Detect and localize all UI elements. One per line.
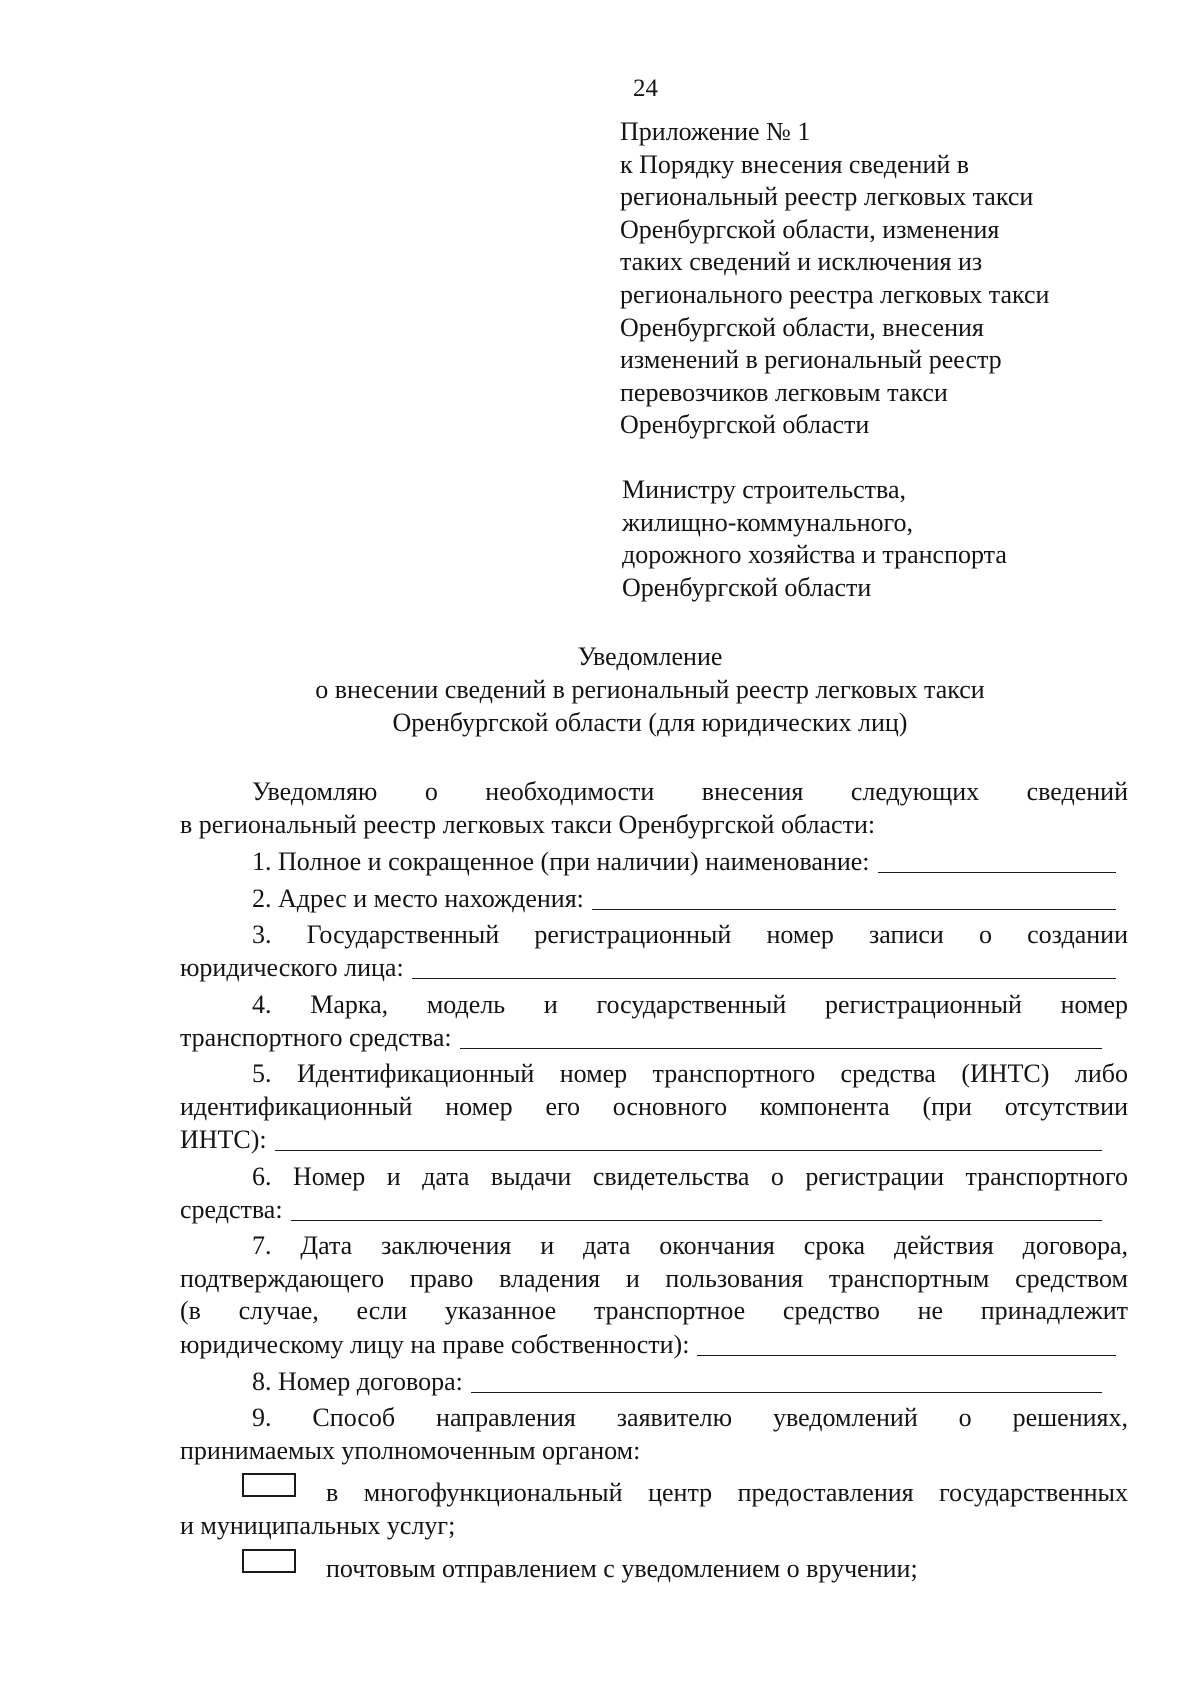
item-4-label: транспортного средства:: [180, 1023, 452, 1053]
item-3: [180, 919, 1128, 985]
appendix-line: Оренбургской области, внесения: [620, 312, 984, 342]
option-mfc-line: и муниципальных услуг;: [180, 1510, 456, 1540]
item-8-label: 8. Номер договора:: [252, 1367, 463, 1397]
appendix-line: изменений в региональный реестр: [620, 345, 1002, 375]
item-1-label: 1. Полное и сокращенное (при наличии) наименование:: [252, 846, 870, 876]
item-6: [180, 1161, 1128, 1227]
addressee-line: Оренбургской области: [622, 572, 872, 602]
item-3-label: юридического лица:: [180, 953, 404, 983]
item-2-label: 2. Адрес и место нахождения:: [252, 883, 584, 913]
item-8: [180, 1365, 1128, 1399]
item-4-field: [180, 1021, 1128, 1055]
mail-checkbox[interactable]: [242, 1549, 296, 1573]
addressee-line: Министру строительства,: [622, 475, 906, 504]
item-5-label: ИНТС):: [180, 1125, 267, 1155]
item-6-line: 6. Номер и дата выдачи свидетельства о регистрации транспортного: [252, 1161, 1128, 1191]
intro-line: в региональный реестр легковых такси Оренбургской области:: [180, 809, 876, 839]
item-7-line: 7. Дата заключения и дата окончания срока действия договора,: [252, 1231, 1128, 1261]
appendix-header: [620, 116, 1140, 442]
title-line: о внесении сведений в региональный реестр легковых такси: [315, 675, 985, 704]
item-4-blank[interactable]: [460, 1024, 1102, 1049]
item-2: [180, 882, 1128, 916]
option-mfc-line: в многофункциональный центр предоставления государственных: [326, 1478, 1128, 1508]
item-3-blank[interactable]: [412, 954, 1116, 979]
item-4: [180, 989, 1128, 1055]
intro-paragraph: [180, 776, 1128, 841]
item-1-field: [180, 845, 1128, 879]
item-9-line: принимаемых уполномоченным органом:: [180, 1435, 641, 1465]
title-line: Уведомление: [577, 642, 723, 671]
item-1-blank[interactable]: [878, 848, 1116, 873]
item-8-field: [180, 1365, 1128, 1399]
item-3-field: [180, 951, 1128, 985]
page-number: 24: [633, 75, 658, 102]
document-title: [180, 640, 1120, 739]
item-9: [180, 1402, 1128, 1467]
item-8-blank[interactable]: [471, 1368, 1102, 1393]
item-7-blank[interactable]: [697, 1331, 1116, 1356]
option-mail-line: почтовым отправлением с уведомлением о вручении;: [326, 1553, 918, 1583]
item-6-field: [180, 1193, 1128, 1227]
option-mail: [180, 1549, 1128, 1586]
item-3-line: 3. Государственный регистрационный номер записи о создании: [252, 919, 1128, 949]
title-line: Оренбургской области (для юридических лиц): [392, 708, 908, 737]
item-7-line: подтверждающего право владения и пользования транспортным средством: [180, 1263, 1128, 1293]
item-5-line: идентификационный номер его основного компонента (при отсутствии: [180, 1091, 1128, 1121]
appendix-line: региональный реестр легковых такси: [620, 182, 1034, 212]
item-5-blank[interactable]: [275, 1126, 1102, 1151]
mfc-checkbox[interactable]: [242, 1473, 296, 1497]
addressee-line: дорожного хозяйства и транспорта: [622, 540, 1007, 570]
item-2-blank[interactable]: [592, 885, 1116, 910]
item-6-blank[interactable]: [291, 1196, 1102, 1221]
item-5-line: 5. Идентификационный номер транспортного средства (ИНТС) либо: [252, 1059, 1128, 1089]
item-4-line: 4. Марка, модель и государственный регистрационный номер: [252, 989, 1128, 1019]
appendix-line: Оренбургской области, изменения: [620, 214, 1000, 244]
appendix-line: к Порядку внесения сведений в: [620, 149, 970, 179]
item-7-line: (в случае, если указанное транспортное средство не принадлежит: [180, 1296, 1128, 1326]
option-mfc: [180, 1473, 1128, 1510]
addressee-block: [622, 474, 1142, 604]
appendix-line: Приложение № 1: [620, 117, 811, 146]
addressee-line: жилищно-коммунального,: [622, 507, 914, 537]
item-5-field: [180, 1123, 1128, 1157]
appendix-line: регионального реестра легковых такси: [620, 279, 1050, 309]
item-7-field: [180, 1328, 1128, 1362]
option-mail-text: [326, 1549, 1128, 1586]
intro-line: Уведомляю о необходимости внесения следующих сведений: [252, 777, 1128, 806]
item-7-label: юридическому лицу на праве собственности):: [180, 1330, 690, 1359]
item-2-field: [180, 882, 1128, 916]
appendix-line: перевозчиков легковым такси: [620, 377, 948, 407]
appendix-line: таких сведений и исключения из: [620, 247, 983, 277]
document-body: [180, 776, 1128, 1585]
item-5: [180, 1058, 1128, 1157]
item-7: [180, 1230, 1128, 1361]
option-mfc-text: [326, 1473, 1128, 1510]
item-6-label: средства:: [180, 1195, 283, 1225]
item-9-line: 9. Способ направления заявителю уведомлений о решениях,: [252, 1403, 1128, 1433]
item-1: [180, 845, 1128, 879]
appendix-line: Оренбургской области: [620, 410, 870, 440]
